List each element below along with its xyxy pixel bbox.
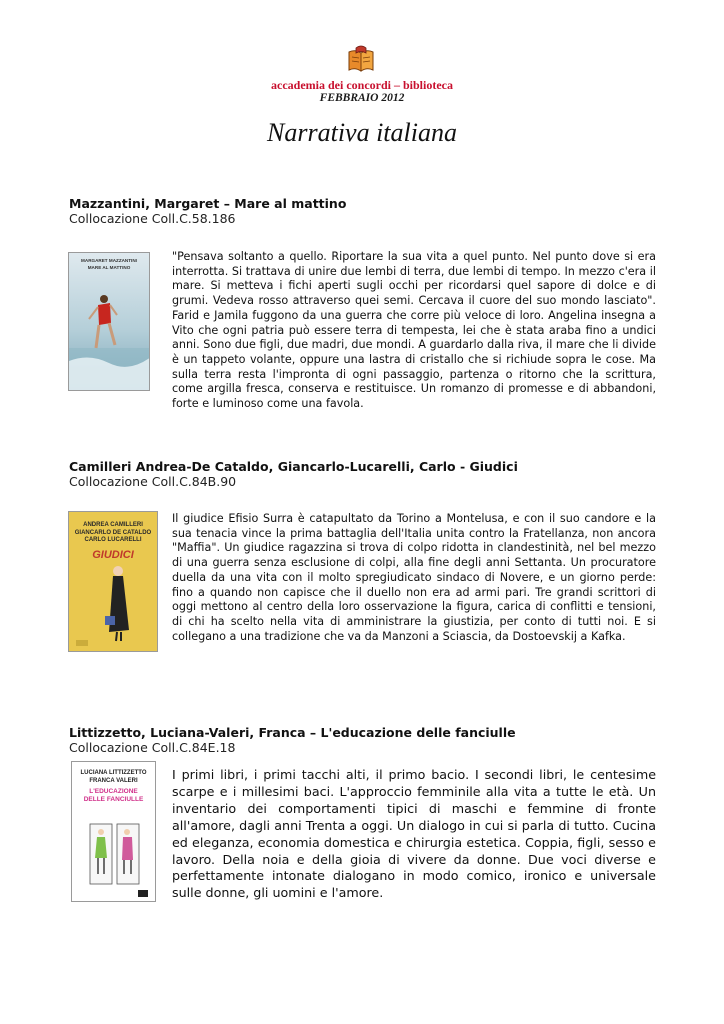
open-book-icon (346, 44, 376, 74)
cover-art (69, 253, 150, 391)
cover-art (69, 512, 158, 652)
cover-author: LUCIANA LITTIZZETTO FRANCA VALERI (80, 770, 147, 784)
book-description: Il giudice Efisio Surra è catapultato da Torino a Montelusa, e con il suo candore e la sua tenacia vince la prima battaglia dell'Italia unita contro la Fratellanza, non ancora "Maffia". Un giudice ragazzina si trova di colpo ridotta in clandestinità, nel bel mezzo di una guerra senza esclusione di colpi, alla fine degli anni Settanta. Un procuratore duella da una vita con il molto spregiudicato sindaco di Novere, e un giorno perde: fino a quando non capisce che il duello non era ad armi pari. Tre grandi scrittori di oggi mettono al centro della loro osservazione la figura, carica di conflitti e tensioni, di chi ha scelto nella vita di amministrare la giustizia, per conto di tutti noi. E si collegano a una tradizione che va da Manzoni a Sciascia, da Dostoevskij a Kafka. (172, 512, 656, 643)
page-title: Narrativa italiana (267, 118, 457, 147)
book-description: I primi libri, i primi tacchi alti, il primo bacio. I secondi libri, le centesime scarpe e i millesimi baci. L'approccio femminile alla vita a tutte le età. Un inventario dei comportamenti tipici di maschi e femmine di fronte all'amore, dagli anni Trenta a oggi. Un dialogo in cui si parla di tutto. Cucina ed eleganza, economia domestica e chirurgia estetica. Coppia, figli, sesso e lavoro. Della noia e della gioia di vivere da donne. Due voci diverse e perfettamente intonate dialogano in modo comico, ironico e universale sulle donne, gli uomini e l'amore. (172, 767, 656, 901)
cover-art (72, 762, 156, 902)
book-collocation: Collocazione Coll.C.84B.90 (69, 474, 237, 489)
book-heading: Camilleri Andrea-De Cataldo, Giancarlo-Lucarelli, Carlo - Giudici (69, 459, 518, 474)
book-description: "Pensava soltanto a quello. Riportare la sua vita a quel punto. Nel punto dove si era interrotta. Si trattava di unire due lembi di terra, due lembi di tempo. In mezzo c'era il mare. Si metteva i fichi aperti sugli occhi per ricordarsi quel sapore di dolce e di grumi. Vedeva rosso attraverso quei semi. Cercava il cuore del suo mondo lasciato". Farid e Jamila fuggono da una guerra che corre più veloce di loro. Angelina insegna a Vito che ogni patria può essere terra di tempesta, lei che è stata araba fino a undici anni. Sono due figli, due madri, due mondi. A guardarlo dalla riva, il mare che li divide è un tappeto volante, oppure una lastra di cristallo che si richiude sopra le cose. Ma sulla terra resta l'impronta di ogni passaggio, partenza o ritorno che la scrittura, come argilla fresca, conserva e restituisce. Un romanzo di promesse e di abbandoni, forte e luminoso come una favola. (172, 250, 656, 411)
book-heading: Mazzantini, Margaret – Mare al mattino (69, 196, 347, 211)
book-collocation: Collocazione Coll.C.84E.18 (69, 740, 236, 755)
book-cover-image (68, 511, 158, 652)
book-heading: Littizzetto, Luciana-Valeri, Franca – L'educazione delle fanciulle (69, 725, 516, 740)
cover-title: MARE AL MATTINO (87, 265, 131, 270)
cover-title: GIUDICI (92, 549, 134, 561)
cover-title: L'EDUCAZIONE DELLE FANCIULLE (83, 788, 144, 803)
cover-author: ANDREA CAMILLERI GIANCARLO DE CATALDO CARLO LUCARELLI (74, 522, 152, 543)
cover-author: MARGARET MAZZANTINI (81, 258, 137, 263)
book-collocation: Collocazione Coll.C.58.186 (69, 211, 236, 226)
book-cover-image (71, 761, 156, 902)
issue-date: FEBBRAIO 2012 (319, 92, 405, 104)
organization-name: accademia dei concordi – biblioteca (271, 78, 453, 92)
book-cover-image (68, 252, 150, 391)
